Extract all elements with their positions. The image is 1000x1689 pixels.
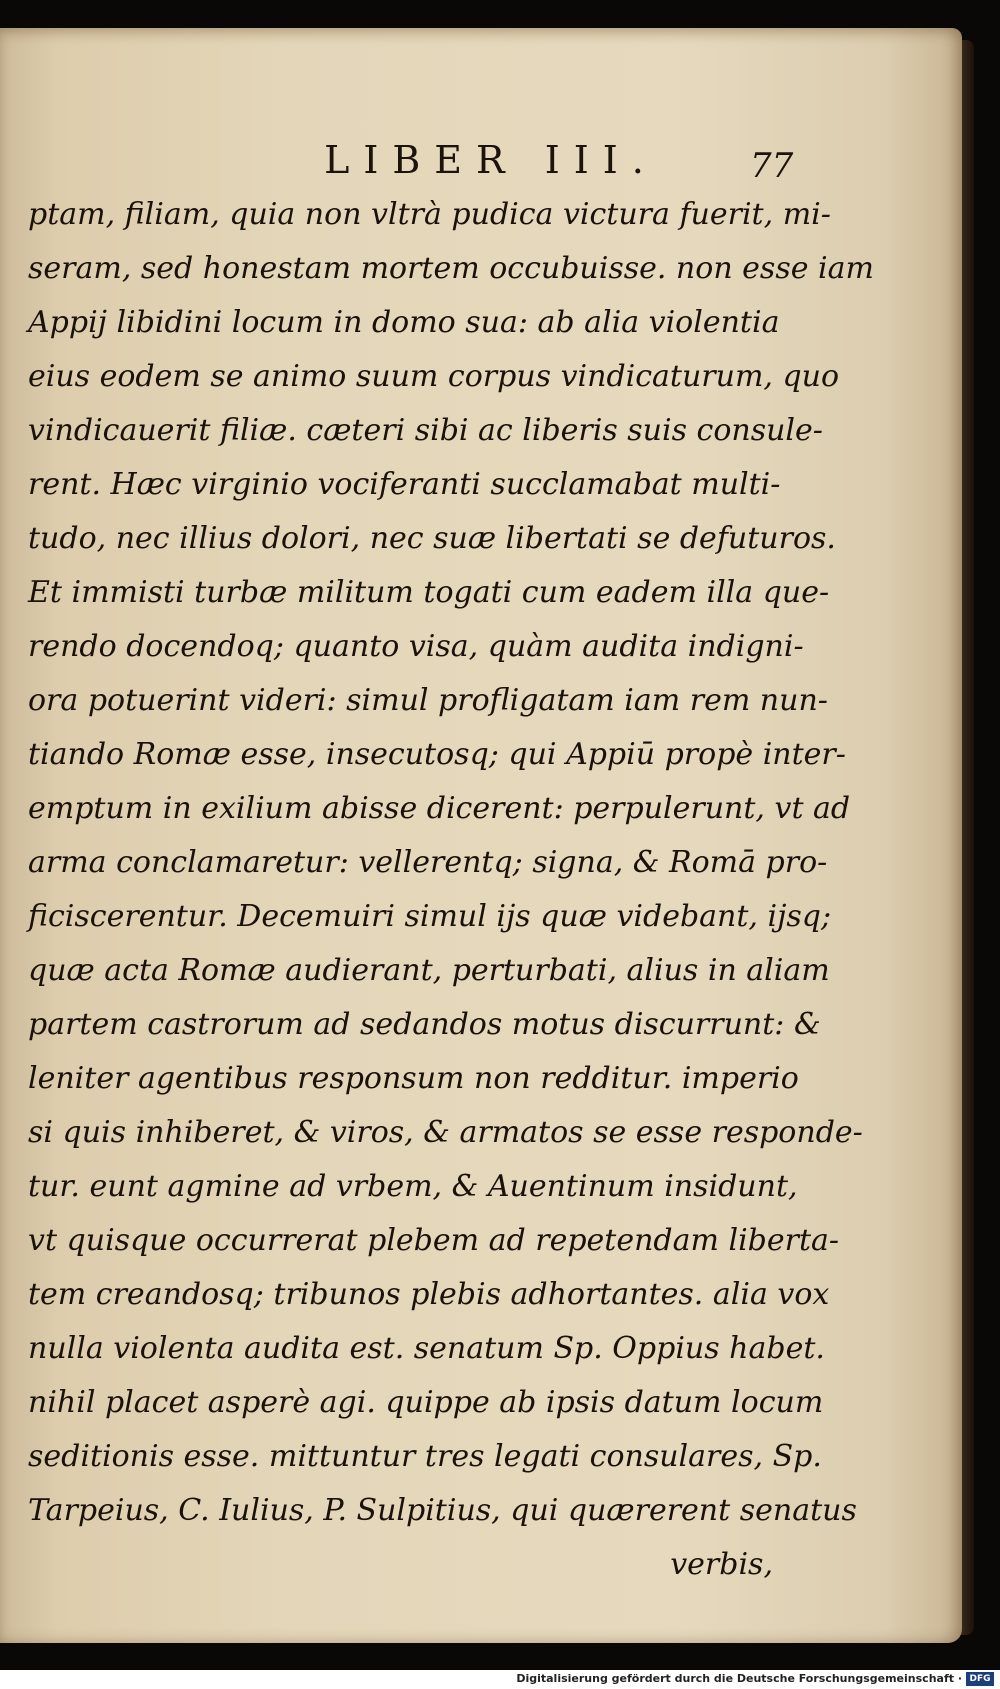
running-head [0, 138, 962, 182]
text-line: partem castrorum ad sedandos motus discurrunt: & [28, 1007, 821, 1042]
page-edge [960, 40, 974, 1635]
text-line: tudo, nec illius dolori, nec suæ libertati se defuturos. [28, 521, 836, 556]
text-line: vindicauerit filiæ. cæteri sibi ac liberis suis consule- [28, 413, 823, 448]
text-line: tem creandosq; tribunos plebis adhortantes. alia vox [28, 1277, 830, 1312]
catchword: verbis, [670, 1547, 773, 1582]
text-line: Tarpeius, C. Iulius, P. Sulpitius, qui quærerent senatus [28, 1493, 857, 1528]
text-line: nihil placet asperè agi. quippe ab ipsis datum locum [28, 1385, 824, 1420]
text-line: si quis inhiberet, & viros, & armatos se esse responde- [28, 1115, 863, 1150]
text-line: seditionis esse. mittuntur tres legati consulares, Sp. [28, 1439, 822, 1474]
text-line: arma conclamaretur: vellerentq; signa, & Romā pro- [28, 845, 828, 880]
text-line: ptam, filiam, quia non vltrà pudica victura fuerit, mi- [28, 197, 831, 232]
text-line: rent. Hæc virginio vociferanti succlamabat multi- [28, 467, 781, 502]
text-line: tiando Romæ esse, insecutosq; qui Appiū propè inter- [28, 737, 846, 772]
text-line: vt quisque occurrerat plebem ad repetendam liberta- [28, 1223, 840, 1258]
text-line: nulla violenta audita est. senatum Sp. Oppius habet. [28, 1331, 825, 1366]
digitization-credit: Digitalisierung gefördert durch die Deutsche Forschungsgemeinschaft · [516, 1672, 962, 1685]
text-line: eius eodem se animo suum corpus vindicaturum, quo [28, 359, 840, 394]
text-line: Et immisti turbæ militum togati cum eadem illa que- [28, 575, 830, 610]
text-line: rendo docendoq; quanto visa, quàm audita indigni- [28, 629, 804, 664]
page-number: 77 [750, 146, 794, 186]
dfg-logo: DFG [966, 1672, 994, 1686]
text-line: tur. eunt agmine ad vrbem, & Auentinum insidunt, [28, 1169, 798, 1204]
text-line: emptum in exilium abisse dicerent: perpulerunt, vt ad [28, 791, 851, 826]
text-line: Appij libidini locum in domo sua: ab alia violentia [28, 305, 780, 340]
text-line: ficiscerentur. Decemuiri simul ijs quæ videbant, ijsq; [28, 899, 832, 934]
text-line: seram, sed honestam mortem occubuisse. non esse iam [28, 251, 874, 286]
running-head-text: LIBER III. [324, 138, 658, 182]
text-line: quæ acta Romæ audierant, perturbati, alius in aliam [28, 953, 830, 988]
text-line: leniter agentibus responsum non redditur. imperio [28, 1061, 799, 1096]
text-line: ora potuerint videri: simul profligatam iam rem nun- [28, 683, 828, 718]
text-block [28, 188, 874, 1592]
book-page [0, 28, 962, 1643]
